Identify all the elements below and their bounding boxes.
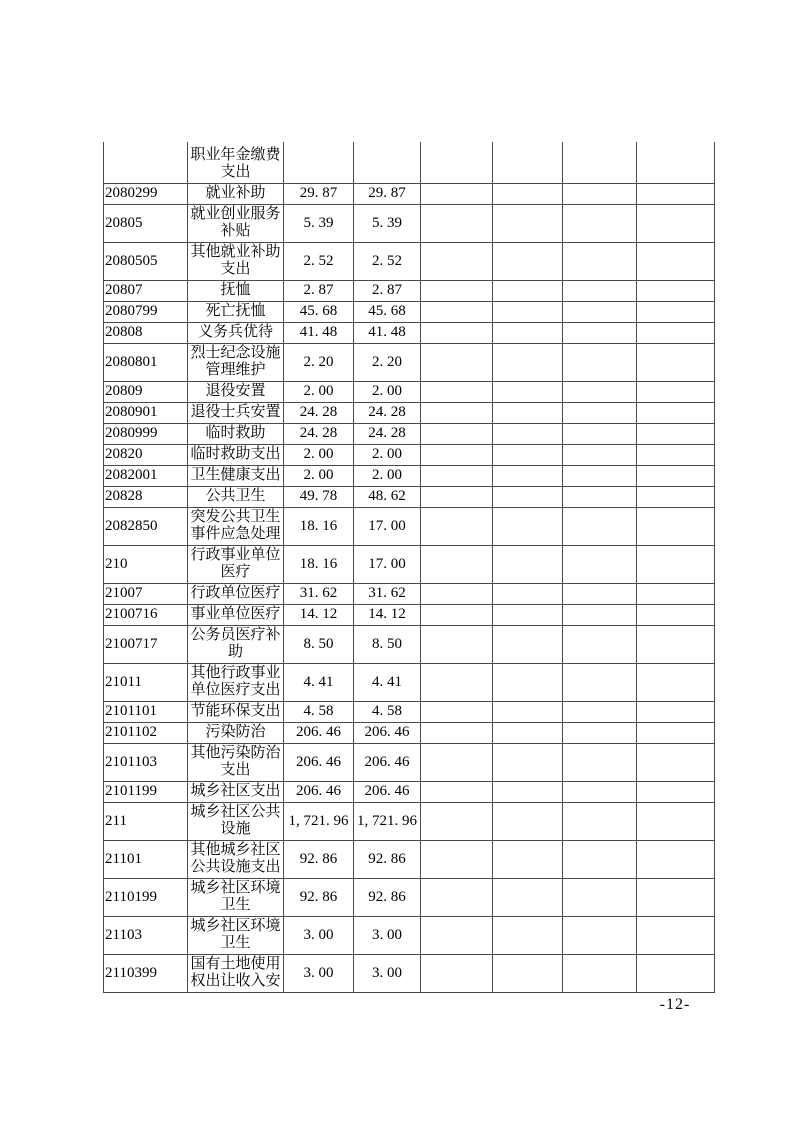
cell-code: 2080999 bbox=[104, 424, 188, 445]
cell-empty bbox=[563, 917, 637, 955]
cell-empty bbox=[493, 723, 563, 744]
cell-empty bbox=[421, 445, 493, 466]
cell-amount-2: 3. 00 bbox=[354, 955, 421, 993]
cell-empty bbox=[637, 184, 715, 205]
cell-empty bbox=[563, 841, 637, 879]
cell-empty bbox=[563, 281, 637, 302]
cell-amount-2: 24. 28 bbox=[354, 424, 421, 445]
cell-empty bbox=[563, 803, 637, 841]
cell-amount-2: 48. 62 bbox=[354, 487, 421, 508]
cell-empty bbox=[493, 955, 563, 993]
cell-code: 21011 bbox=[104, 664, 188, 702]
cell-amount-1: 2. 00 bbox=[284, 466, 354, 487]
cell-amount-2: 31. 62 bbox=[354, 584, 421, 605]
cell-name: 国有土地使用权出让收入安 bbox=[188, 955, 284, 993]
cell-empty bbox=[493, 546, 563, 584]
cell-empty bbox=[563, 243, 637, 281]
cell-amount-2: 92. 86 bbox=[354, 879, 421, 917]
cell-amount-1: 206. 46 bbox=[284, 744, 354, 782]
table-row bbox=[104, 744, 715, 782]
cell-amount-2: 4. 41 bbox=[354, 664, 421, 702]
cell-empty bbox=[493, 702, 563, 723]
cell-empty bbox=[637, 605, 715, 626]
cell-empty bbox=[563, 584, 637, 605]
cell-empty bbox=[637, 344, 715, 382]
cell-empty bbox=[493, 487, 563, 508]
cell-name: 事业单位医疗 bbox=[188, 605, 284, 626]
cell-amount-1: 5. 39 bbox=[284, 205, 354, 243]
cell-empty bbox=[637, 445, 715, 466]
cell-amount-2: 45. 68 bbox=[354, 302, 421, 323]
cell-name: 污染防治 bbox=[188, 723, 284, 744]
cell-empty bbox=[637, 626, 715, 664]
table-row bbox=[104, 626, 715, 664]
cell-code: 2101101 bbox=[104, 702, 188, 723]
cell-empty bbox=[421, 205, 493, 243]
cell-empty bbox=[637, 382, 715, 403]
cell-code: 21103 bbox=[104, 917, 188, 955]
table-row bbox=[104, 508, 715, 546]
cell-name: 行政单位医疗 bbox=[188, 584, 284, 605]
cell-code: 20820 bbox=[104, 445, 188, 466]
cell-name: 烈士纪念设施管理维护 bbox=[188, 344, 284, 382]
table-row bbox=[104, 403, 715, 424]
cell-empty bbox=[493, 344, 563, 382]
cell-amount-2: 1, 721. 96 bbox=[354, 803, 421, 841]
cell-code bbox=[104, 142, 188, 184]
table-row bbox=[104, 487, 715, 508]
cell-amount-2: 14. 12 bbox=[354, 605, 421, 626]
cell-empty bbox=[493, 445, 563, 466]
cell-empty bbox=[421, 323, 493, 344]
cell-empty bbox=[493, 508, 563, 546]
cell-name: 其他城乡社区公共设施支出 bbox=[188, 841, 284, 879]
cell-empty bbox=[563, 782, 637, 803]
cell-code: 21101 bbox=[104, 841, 188, 879]
cell-empty bbox=[421, 302, 493, 323]
cell-empty bbox=[563, 508, 637, 546]
cell-empty bbox=[637, 782, 715, 803]
cell-empty bbox=[421, 803, 493, 841]
table-row bbox=[104, 344, 715, 382]
cell-empty bbox=[563, 879, 637, 917]
cell-empty bbox=[493, 302, 563, 323]
cell-empty bbox=[563, 664, 637, 702]
cell-name: 突发公共卫生事件应急处理 bbox=[188, 508, 284, 546]
cell-amount-1: 3. 00 bbox=[284, 917, 354, 955]
cell-empty bbox=[637, 424, 715, 445]
cell-name: 退役安置 bbox=[188, 382, 284, 403]
cell-empty bbox=[563, 403, 637, 424]
cell-empty bbox=[493, 879, 563, 917]
cell-empty bbox=[421, 344, 493, 382]
cell-empty bbox=[563, 205, 637, 243]
cell-name: 临时救助 bbox=[188, 424, 284, 445]
cell-empty bbox=[421, 243, 493, 281]
cell-empty bbox=[637, 243, 715, 281]
cell-empty bbox=[637, 487, 715, 508]
cell-empty bbox=[637, 403, 715, 424]
cell-empty bbox=[421, 487, 493, 508]
cell-name: 公务员医疗补助 bbox=[188, 626, 284, 664]
cell-name: 其他行政事业单位医疗支出 bbox=[188, 664, 284, 702]
table-row bbox=[104, 184, 715, 205]
cell-empty bbox=[493, 803, 563, 841]
cell-name: 城乡社区环境卫生 bbox=[188, 917, 284, 955]
cell-code: 2101103 bbox=[104, 744, 188, 782]
cell-amount-1: 14. 12 bbox=[284, 605, 354, 626]
cell-amount-2: 2. 00 bbox=[354, 382, 421, 403]
cell-empty bbox=[421, 744, 493, 782]
table-row bbox=[104, 664, 715, 702]
table-row bbox=[104, 917, 715, 955]
cell-empty bbox=[493, 841, 563, 879]
cell-name: 义务兵优待 bbox=[188, 323, 284, 344]
cell-name: 公共卫生 bbox=[188, 487, 284, 508]
table-row bbox=[104, 302, 715, 323]
cell-amount-2: 206. 46 bbox=[354, 782, 421, 803]
cell-code: 210 bbox=[104, 546, 188, 584]
cell-amount-1: 8. 50 bbox=[284, 626, 354, 664]
cell-code: 2101199 bbox=[104, 782, 188, 803]
cell-amount-1: 31. 62 bbox=[284, 584, 354, 605]
cell-empty bbox=[493, 664, 563, 702]
cell-empty bbox=[493, 605, 563, 626]
cell-empty bbox=[637, 879, 715, 917]
cell-empty bbox=[563, 546, 637, 584]
cell-empty bbox=[637, 664, 715, 702]
cell-empty bbox=[421, 281, 493, 302]
table-row bbox=[104, 382, 715, 403]
cell-empty bbox=[421, 955, 493, 993]
cell-amount-1: 4. 58 bbox=[284, 702, 354, 723]
cell-amount-2: 2. 20 bbox=[354, 344, 421, 382]
cell-empty bbox=[493, 205, 563, 243]
cell-empty bbox=[637, 508, 715, 546]
cell-empty bbox=[493, 142, 563, 184]
cell-name: 临时救助支出 bbox=[188, 445, 284, 466]
cell-empty bbox=[637, 584, 715, 605]
cell-amount-2: 92. 86 bbox=[354, 841, 421, 879]
cell-name: 就业补助 bbox=[188, 184, 284, 205]
cell-amount-1: 2. 00 bbox=[284, 382, 354, 403]
cell-empty bbox=[421, 782, 493, 803]
cell-amount-2: 4. 58 bbox=[354, 702, 421, 723]
cell-empty bbox=[563, 424, 637, 445]
cell-code: 20805 bbox=[104, 205, 188, 243]
cell-amount-1: 29. 87 bbox=[284, 184, 354, 205]
cell-empty bbox=[421, 184, 493, 205]
cell-empty bbox=[637, 702, 715, 723]
cell-amount-1: 24. 28 bbox=[284, 403, 354, 424]
table-row bbox=[104, 782, 715, 803]
cell-amount-2: 2. 00 bbox=[354, 466, 421, 487]
cell-code: 2080901 bbox=[104, 403, 188, 424]
cell-empty bbox=[493, 382, 563, 403]
cell-empty bbox=[493, 281, 563, 302]
table-row bbox=[104, 803, 715, 841]
table-row bbox=[104, 466, 715, 487]
cell-amount-1: 2. 87 bbox=[284, 281, 354, 302]
cell-empty bbox=[421, 879, 493, 917]
cell-amount-1: 206. 46 bbox=[284, 782, 354, 803]
cell-amount-1: 92. 86 bbox=[284, 841, 354, 879]
cell-name: 其他污染防治支出 bbox=[188, 744, 284, 782]
cell-empty bbox=[421, 382, 493, 403]
cell-amount-1: 18. 16 bbox=[284, 508, 354, 546]
cell-empty bbox=[563, 702, 637, 723]
cell-empty bbox=[421, 626, 493, 664]
cell-empty bbox=[637, 955, 715, 993]
cell-empty bbox=[563, 487, 637, 508]
cell-amount-2: 2. 00 bbox=[354, 445, 421, 466]
table-row bbox=[104, 605, 715, 626]
cell-empty bbox=[637, 546, 715, 584]
cell-empty bbox=[563, 382, 637, 403]
cell-amount-1: 3. 00 bbox=[284, 955, 354, 993]
cell-amount-2: 2. 87 bbox=[354, 281, 421, 302]
table-row bbox=[104, 584, 715, 605]
cell-amount-1: 2. 20 bbox=[284, 344, 354, 382]
cell-empty bbox=[637, 723, 715, 744]
cell-empty bbox=[637, 744, 715, 782]
cell-empty bbox=[637, 466, 715, 487]
cell-empty bbox=[493, 782, 563, 803]
cell-empty bbox=[493, 466, 563, 487]
cell-empty bbox=[637, 142, 715, 184]
cell-empty bbox=[563, 184, 637, 205]
cell-amount-1: 1, 721. 96 bbox=[284, 803, 354, 841]
cell-empty bbox=[421, 424, 493, 445]
cell-name: 行政事业单位医疗 bbox=[188, 546, 284, 584]
cell-code: 2101102 bbox=[104, 723, 188, 744]
cell-amount-2: 24. 28 bbox=[354, 403, 421, 424]
cell-empty bbox=[563, 445, 637, 466]
cell-amount-1: 92. 86 bbox=[284, 879, 354, 917]
cell-name: 就业创业服务补贴 bbox=[188, 205, 284, 243]
cell-empty bbox=[493, 626, 563, 664]
cell-empty bbox=[421, 466, 493, 487]
table-row bbox=[104, 205, 715, 243]
cell-empty bbox=[493, 584, 563, 605]
cell-amount-2: 3. 00 bbox=[354, 917, 421, 955]
cell-amount-2: 17. 00 bbox=[354, 546, 421, 584]
cell-name: 职业年金缴费支出 bbox=[188, 142, 284, 184]
cell-amount-2: 2. 52 bbox=[354, 243, 421, 281]
cell-empty bbox=[563, 323, 637, 344]
cell-empty bbox=[563, 626, 637, 664]
cell-empty bbox=[421, 142, 493, 184]
cell-empty bbox=[563, 344, 637, 382]
cell-code: 2110199 bbox=[104, 879, 188, 917]
cell-empty bbox=[493, 243, 563, 281]
cell-code: 2080505 bbox=[104, 243, 188, 281]
cell-code: 20809 bbox=[104, 382, 188, 403]
cell-amount-2 bbox=[354, 142, 421, 184]
cell-empty bbox=[563, 723, 637, 744]
cell-code: 211 bbox=[104, 803, 188, 841]
cell-empty bbox=[421, 508, 493, 546]
cell-empty bbox=[637, 803, 715, 841]
table-row bbox=[104, 723, 715, 744]
cell-empty bbox=[421, 723, 493, 744]
cell-code: 21007 bbox=[104, 584, 188, 605]
cell-amount-2: 5. 39 bbox=[354, 205, 421, 243]
cell-code: 20808 bbox=[104, 323, 188, 344]
cell-amount-1: 45. 68 bbox=[284, 302, 354, 323]
cell-code: 2080801 bbox=[104, 344, 188, 382]
table-row bbox=[104, 142, 715, 184]
cell-name: 卫生健康支出 bbox=[188, 466, 284, 487]
cell-empty bbox=[563, 955, 637, 993]
cell-name: 死亡抚恤 bbox=[188, 302, 284, 323]
table-row bbox=[104, 445, 715, 466]
cell-empty bbox=[493, 403, 563, 424]
cell-empty bbox=[493, 744, 563, 782]
cell-empty bbox=[421, 584, 493, 605]
cell-code: 2110399 bbox=[104, 955, 188, 993]
cell-code: 2100717 bbox=[104, 626, 188, 664]
table-row bbox=[104, 323, 715, 344]
cell-code: 2100716 bbox=[104, 605, 188, 626]
cell-name: 抚恤 bbox=[188, 281, 284, 302]
cell-name: 城乡社区支出 bbox=[188, 782, 284, 803]
cell-name: 退役士兵安置 bbox=[188, 403, 284, 424]
table-row bbox=[104, 702, 715, 723]
cell-code: 2082850 bbox=[104, 508, 188, 546]
budget-table-body bbox=[104, 142, 715, 993]
cell-code: 20828 bbox=[104, 487, 188, 508]
table-row bbox=[104, 281, 715, 302]
cell-empty bbox=[563, 302, 637, 323]
cell-amount-1: 18. 16 bbox=[284, 546, 354, 584]
cell-amount-1: 24. 28 bbox=[284, 424, 354, 445]
cell-amount-1: 4. 41 bbox=[284, 664, 354, 702]
cell-code: 20807 bbox=[104, 281, 188, 302]
cell-amount-2: 29. 87 bbox=[354, 184, 421, 205]
cell-amount-1: 2. 00 bbox=[284, 445, 354, 466]
cell-name: 节能环保支出 bbox=[188, 702, 284, 723]
cell-amount-1 bbox=[284, 142, 354, 184]
cell-amount-1: 2. 52 bbox=[284, 243, 354, 281]
cell-empty bbox=[493, 424, 563, 445]
cell-empty bbox=[421, 605, 493, 626]
cell-empty bbox=[493, 184, 563, 205]
cell-empty bbox=[637, 302, 715, 323]
cell-amount-2: 8. 50 bbox=[354, 626, 421, 664]
cell-empty bbox=[637, 917, 715, 955]
cell-name: 城乡社区环境卫生 bbox=[188, 879, 284, 917]
table-row bbox=[104, 424, 715, 445]
cell-empty bbox=[563, 744, 637, 782]
cell-amount-1: 206. 46 bbox=[284, 723, 354, 744]
table-row bbox=[104, 955, 715, 993]
budget-table bbox=[103, 142, 715, 993]
cell-empty bbox=[563, 466, 637, 487]
cell-empty bbox=[637, 323, 715, 344]
cell-empty bbox=[493, 323, 563, 344]
cell-empty bbox=[421, 664, 493, 702]
cell-amount-1: 41. 48 bbox=[284, 323, 354, 344]
page-number: -12- bbox=[659, 996, 691, 1013]
cell-empty bbox=[421, 917, 493, 955]
cell-name: 城乡社区公共设施 bbox=[188, 803, 284, 841]
cell-amount-1: 49. 78 bbox=[284, 487, 354, 508]
table-row bbox=[104, 243, 715, 281]
cell-amount-2: 17. 00 bbox=[354, 508, 421, 546]
cell-empty bbox=[421, 702, 493, 723]
cell-name: 其他就业补助支出 bbox=[188, 243, 284, 281]
cell-code: 2082001 bbox=[104, 466, 188, 487]
cell-empty bbox=[563, 605, 637, 626]
cell-amount-2: 206. 46 bbox=[354, 723, 421, 744]
cell-empty bbox=[421, 403, 493, 424]
cell-code: 2080799 bbox=[104, 302, 188, 323]
cell-empty bbox=[421, 546, 493, 584]
cell-empty bbox=[637, 205, 715, 243]
cell-empty bbox=[637, 281, 715, 302]
cell-amount-2: 41. 48 bbox=[354, 323, 421, 344]
table-row bbox=[104, 841, 715, 879]
cell-empty bbox=[637, 841, 715, 879]
cell-empty bbox=[493, 917, 563, 955]
cell-code: 2080299 bbox=[104, 184, 188, 205]
cell-empty bbox=[563, 142, 637, 184]
table-row bbox=[104, 879, 715, 917]
table-row bbox=[104, 546, 715, 584]
cell-amount-2: 206. 46 bbox=[354, 744, 421, 782]
cell-empty bbox=[421, 841, 493, 879]
